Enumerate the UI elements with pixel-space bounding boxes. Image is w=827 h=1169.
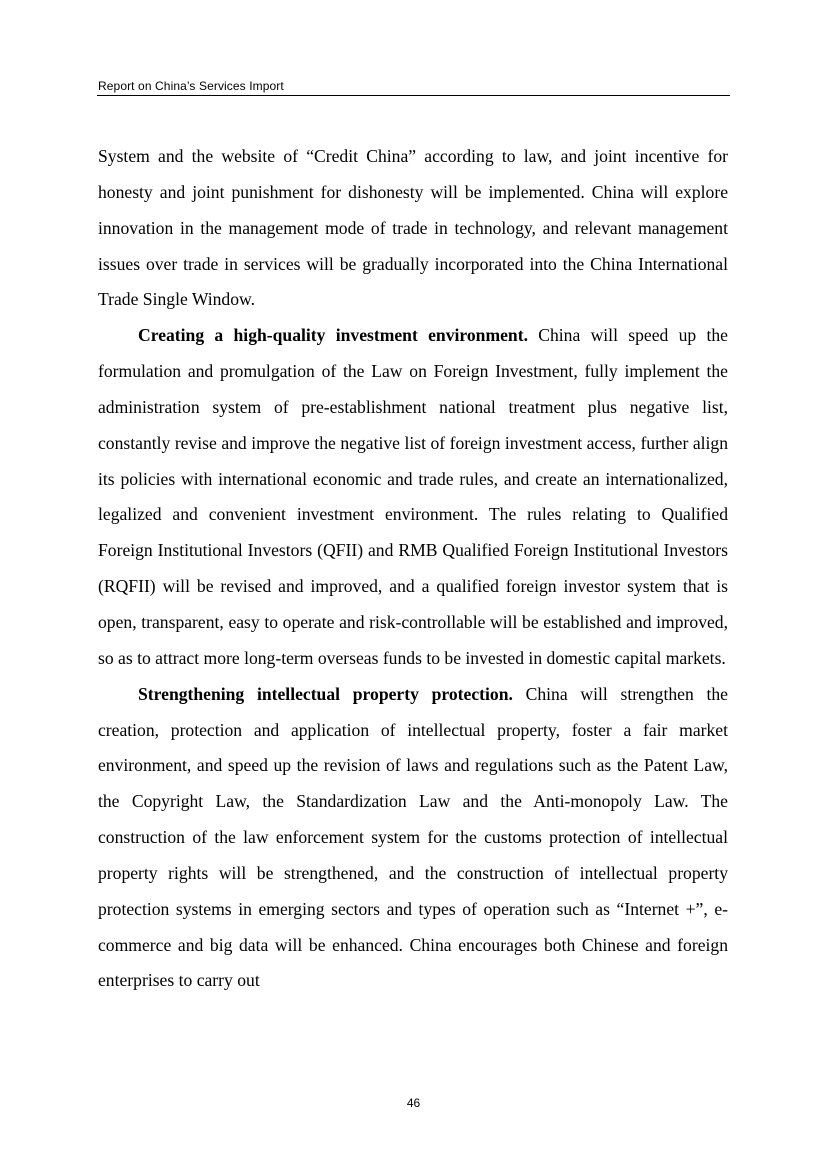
paragraph-lead: Creating a high-quality investment environment.	[138, 325, 528, 346]
paragraph-ip-protection	[98, 677, 728, 1000]
paragraph-credit-china	[98, 139, 728, 318]
running-header: Report on China’s Services Import	[98, 79, 284, 93]
paragraph-investment-environment	[98, 318, 728, 676]
paragraph-lead: Strengthening intellectual property protection.	[138, 683, 513, 704]
paragraph-text: China will strengthen the creation, protection and application of intellectual property, foster a fair market environment, and speed up the revision of laws and regulations such as the Patent Law, the Copyright Law, the Standardization Law and the Anti-monopoly Law. The construction of the law enforcement system for the customs protection of intellectual property rights will be strengthened, and the construction of intellectual property protection systems in emerging sectors and types of operation such as “Internet +”, e-commerce and big data will be enhanced. China encourages both Chinese and foreign enterprises to carry out	[98, 683, 728, 991]
header-divider	[97, 95, 730, 96]
body-text	[98, 139, 728, 999]
paragraph-text: China will speed up the formulation and promulgation of the Law on Foreign Investment, fully implement the administration system of pre-establishment national treatment plus negative list, constantly revise and improve the negative list of foreign investment access, further align its policies with international economic and trade rules, and create an internationalized, legalized and convenient investment environment. The rules relating to Qualified Foreign Institutional Investors (QFII) and RMB Qualified Foreign Institutional Investors (RQFII) will be revised and improved, and a qualified foreign investor system that is open, transparent, easy to operate and risk-controllable will be established and improved, so as to attract more long-term overseas funds to be invested in domestic capital markets.	[98, 325, 728, 668]
page-number: 46	[406, 1096, 421, 1110]
paragraph-text: System and the website of “Credit China” according to law, and joint incentive for honesty and joint punishment for dishonesty will be implemented. China will explore innovation in the management mode of trade in technology, and relevant management issues over trade in services will be gradually incorporated into the China International Trade Single Window.	[98, 146, 728, 310]
